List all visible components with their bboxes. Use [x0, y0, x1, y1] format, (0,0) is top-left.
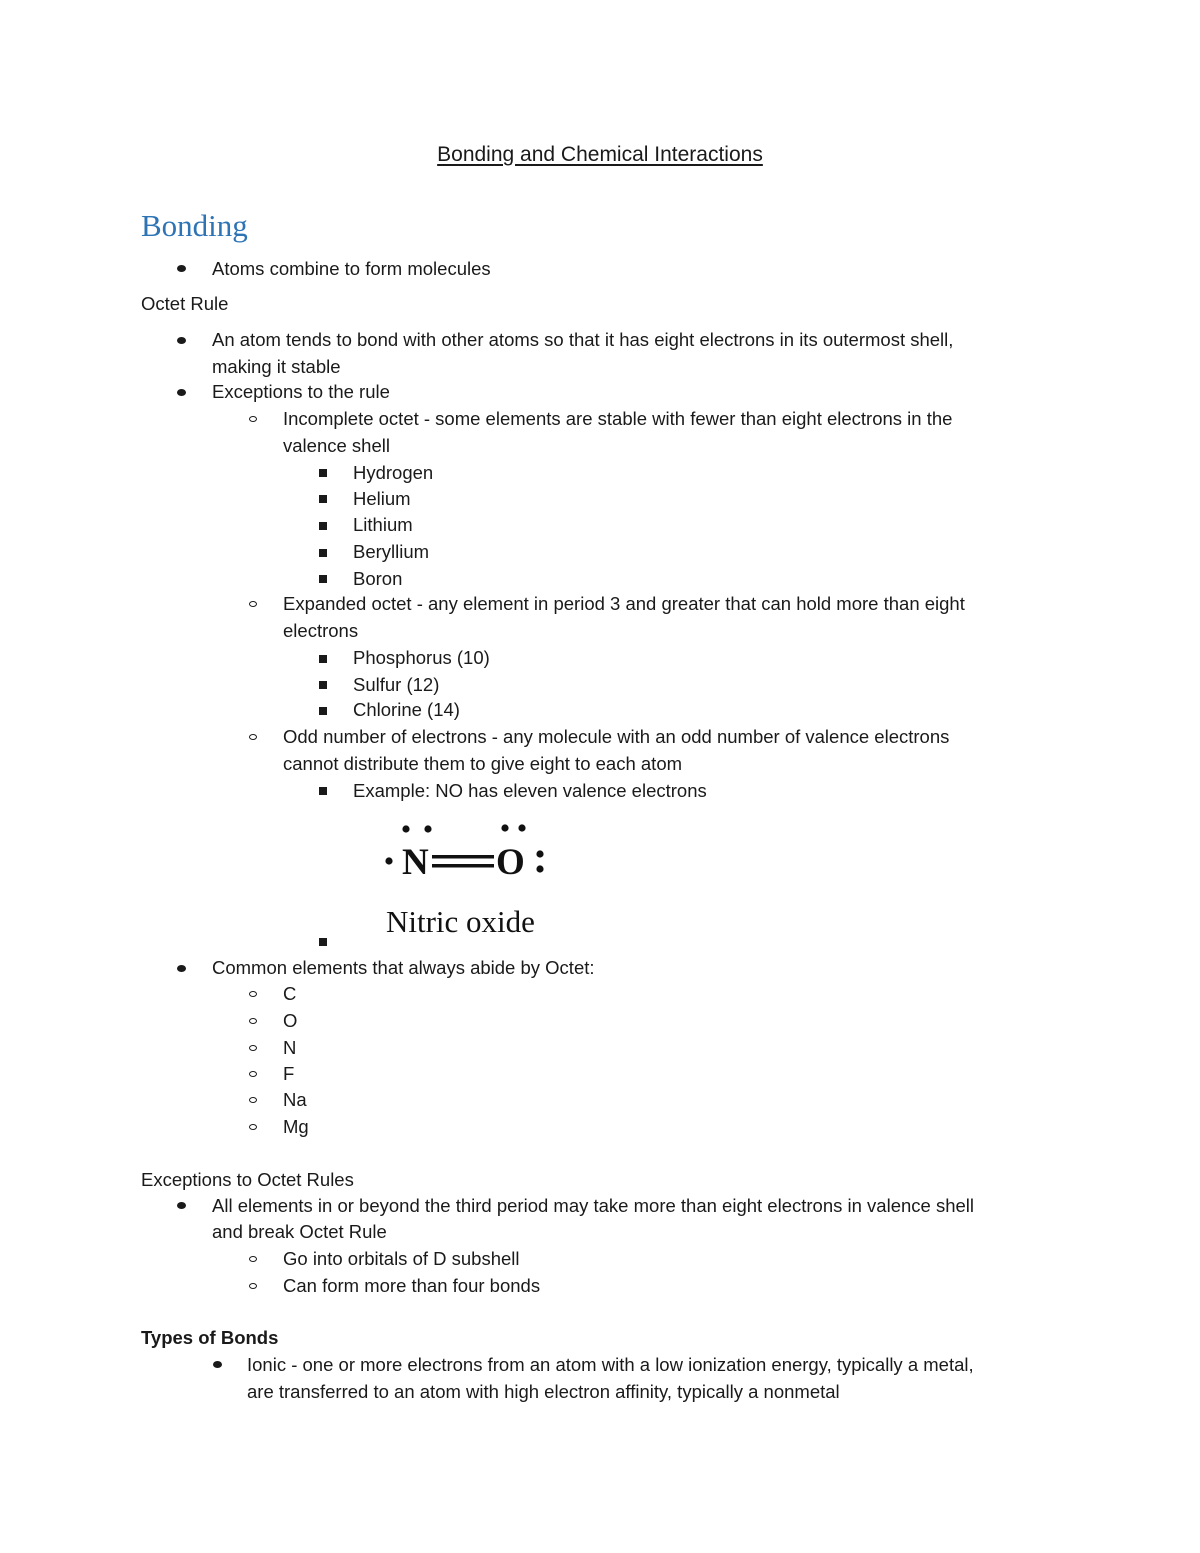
bullet-icon [177, 1202, 186, 1209]
list-item: Odd number of electrons - any molecule with an odd number of valence electrons [283, 726, 950, 747]
list-item: An atom tends to bond with other atoms so that it has eight electrons in its outermost shell, [212, 329, 954, 350]
list-item-continued: cannot distribute them to give eight to each atom [283, 753, 683, 774]
list-item: Phosphorus (10) [353, 647, 490, 668]
list-item: Ionic - one or more electrons from an atom with a low ionization energy, typically a metal, [247, 1354, 974, 1375]
list-item: Boron [353, 568, 403, 589]
list-item-continued: making it stable [212, 356, 341, 377]
bullet-icon [213, 1361, 222, 1368]
subheading: Exceptions to Octet Rules [141, 1169, 354, 1190]
list-item-continued: electrons [283, 620, 359, 641]
subheading-bold: Types of Bonds [141, 1327, 279, 1348]
list-item: Beryllium [353, 541, 430, 562]
page-title: Bonding and Chemical Interactions [437, 143, 763, 166]
circle-bullet-icon [249, 1124, 257, 1130]
list-item: Go into orbitals of D subshell [283, 1248, 520, 1269]
list-item-continued: valence shell [283, 435, 390, 456]
circle-bullet-icon [249, 991, 257, 997]
section-heading: Bonding [141, 208, 248, 243]
square-bullet-icon [319, 707, 327, 715]
list-item: Na [283, 1089, 307, 1110]
list-item: C [283, 983, 297, 1004]
square-bullet-icon [319, 522, 327, 530]
square-bullet-icon [319, 469, 327, 477]
nitric-oxide-lewis-structure [374, 816, 564, 946]
list-item: Common elements that always abide by Octet: [212, 957, 595, 978]
list-item: Can form more than four bonds [283, 1275, 541, 1296]
square-bullet-icon [319, 787, 327, 795]
list-item: Hydrogen [353, 462, 434, 483]
list-item: Example: NO has eleven valence electrons [353, 780, 707, 801]
atom-o-label: O [496, 842, 525, 883]
list-item: N [283, 1037, 297, 1058]
bullet-icon [177, 337, 186, 344]
subheading: Octet Rule [141, 293, 229, 314]
figure-caption: Nitric oxide [386, 904, 535, 939]
list-item: Helium [353, 488, 411, 509]
circle-bullet-icon [249, 1097, 257, 1103]
list-item: F [283, 1063, 295, 1084]
list-item-continued: and break Octet Rule [212, 1221, 387, 1242]
circle-bullet-icon [249, 1018, 257, 1024]
list-item-continued: are transferred to an atom with high electron affinity, typically a nonmetal [247, 1381, 840, 1402]
circle-bullet-icon [249, 1283, 257, 1289]
atom-n-label: N [402, 842, 429, 883]
list-item: Sulfur (12) [353, 674, 440, 695]
square-bullet-icon [319, 495, 327, 503]
circle-bullet-icon [249, 416, 257, 422]
list-item: Expanded octet - any element in period 3 and greater that can hold more than eight [283, 593, 965, 614]
square-bullet-icon [319, 681, 327, 689]
list-item: Atoms combine to form molecules [212, 258, 491, 279]
square-bullet-icon [319, 575, 327, 583]
square-bullet-icon [319, 938, 327, 946]
list-item: Chlorine (14) [353, 699, 460, 720]
bullet-icon [177, 265, 186, 272]
bullet-icon [177, 965, 186, 972]
circle-bullet-icon [249, 601, 257, 607]
list-item: All elements in or beyond the third period may take more than eight electrons in valence shell [212, 1195, 975, 1216]
list-item: Exceptions to the rule [212, 381, 390, 402]
list-item: Lithium [353, 514, 413, 535]
circle-bullet-icon [249, 1256, 257, 1262]
circle-bullet-icon [249, 1045, 257, 1051]
bullet-icon [177, 389, 186, 396]
circle-bullet-icon [249, 1071, 257, 1077]
list-item: O [283, 1010, 298, 1031]
list-item: Mg [283, 1116, 309, 1137]
square-bullet-icon [319, 549, 327, 557]
square-bullet-icon [319, 655, 327, 663]
circle-bullet-icon [249, 734, 257, 740]
list-item: Incomplete octet - some elements are stable with fewer than eight electrons in the [283, 408, 953, 429]
